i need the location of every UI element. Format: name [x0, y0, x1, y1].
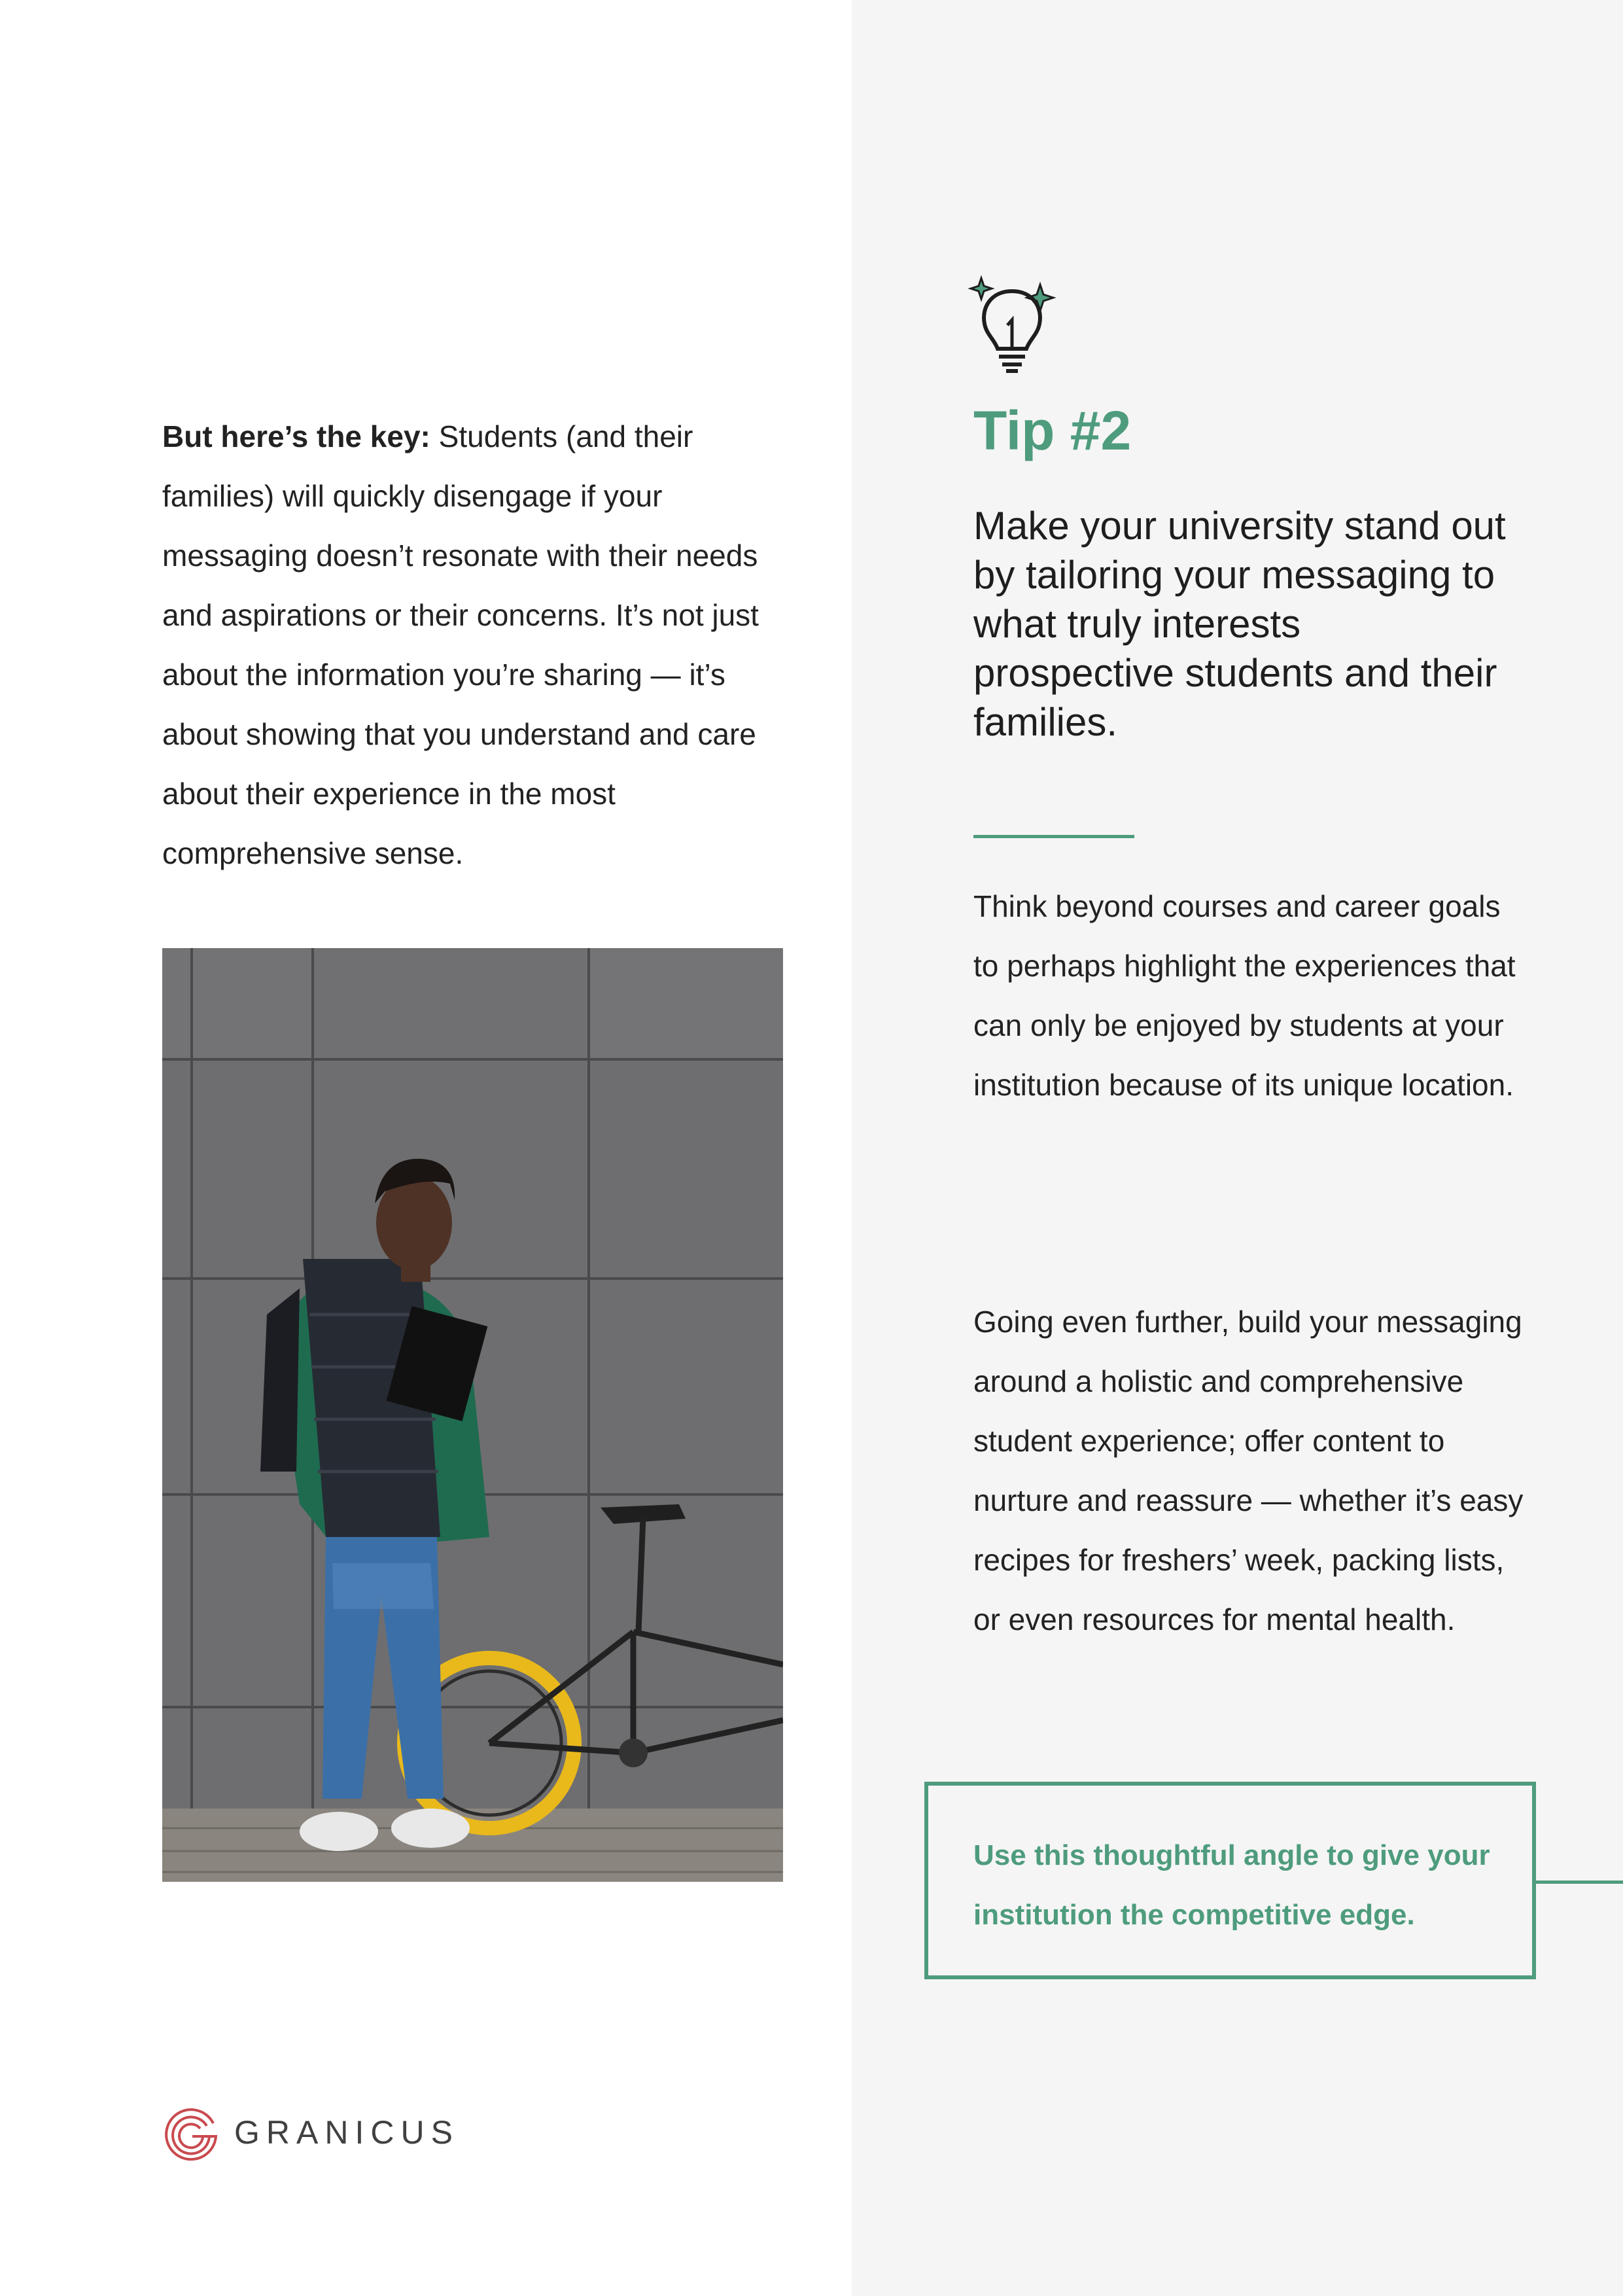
intro-paragraph — [162, 407, 790, 883]
tip-paragraph-2: Going even further, build your messaging around a holistic and comprehensive student experience; offer content to nurture and reassure — whether it’s easy recipes for freshers’ week, packing lists, or even resources for mental health. — [973, 1305, 1524, 1636]
granicus-wordmark: GRANICUS — [234, 2114, 459, 2151]
granicus-logo — [162, 2103, 459, 2162]
accent-divider — [973, 835, 1134, 838]
callout-connector-line — [1536, 1881, 1623, 1884]
tip-paragraph-1: Think beyond courses and career goals to perhaps highlight the experiences that can only be enjoyed by students at your institution because of its unique location. — [973, 889, 1516, 1102]
tip-title: Tip #2 — [973, 400, 1132, 461]
callout-text: Use this thoughtful angle to give your institution the competitive edge. — [973, 1839, 1490, 1931]
intro-bold-lead: But here’s the key: — [162, 419, 430, 453]
tip-subtitle: Make your university stand out by tailoring your messaging to what truly interests prospective students and their families. — [973, 504, 1506, 744]
lightbulb-icon — [968, 272, 1056, 376]
student-with-bicycle-photo — [162, 948, 783, 1882]
intro-body-text: Students (and their families) will quickly disengage if your messaging doesn’t resonate with their needs and aspirations or their concerns. It’s not just about the information you’re sharing — it’s about showing that you understand and care about their experience in the most comprehensive sense. — [162, 419, 759, 870]
granicus-logo-mark-icon — [162, 2104, 220, 2161]
